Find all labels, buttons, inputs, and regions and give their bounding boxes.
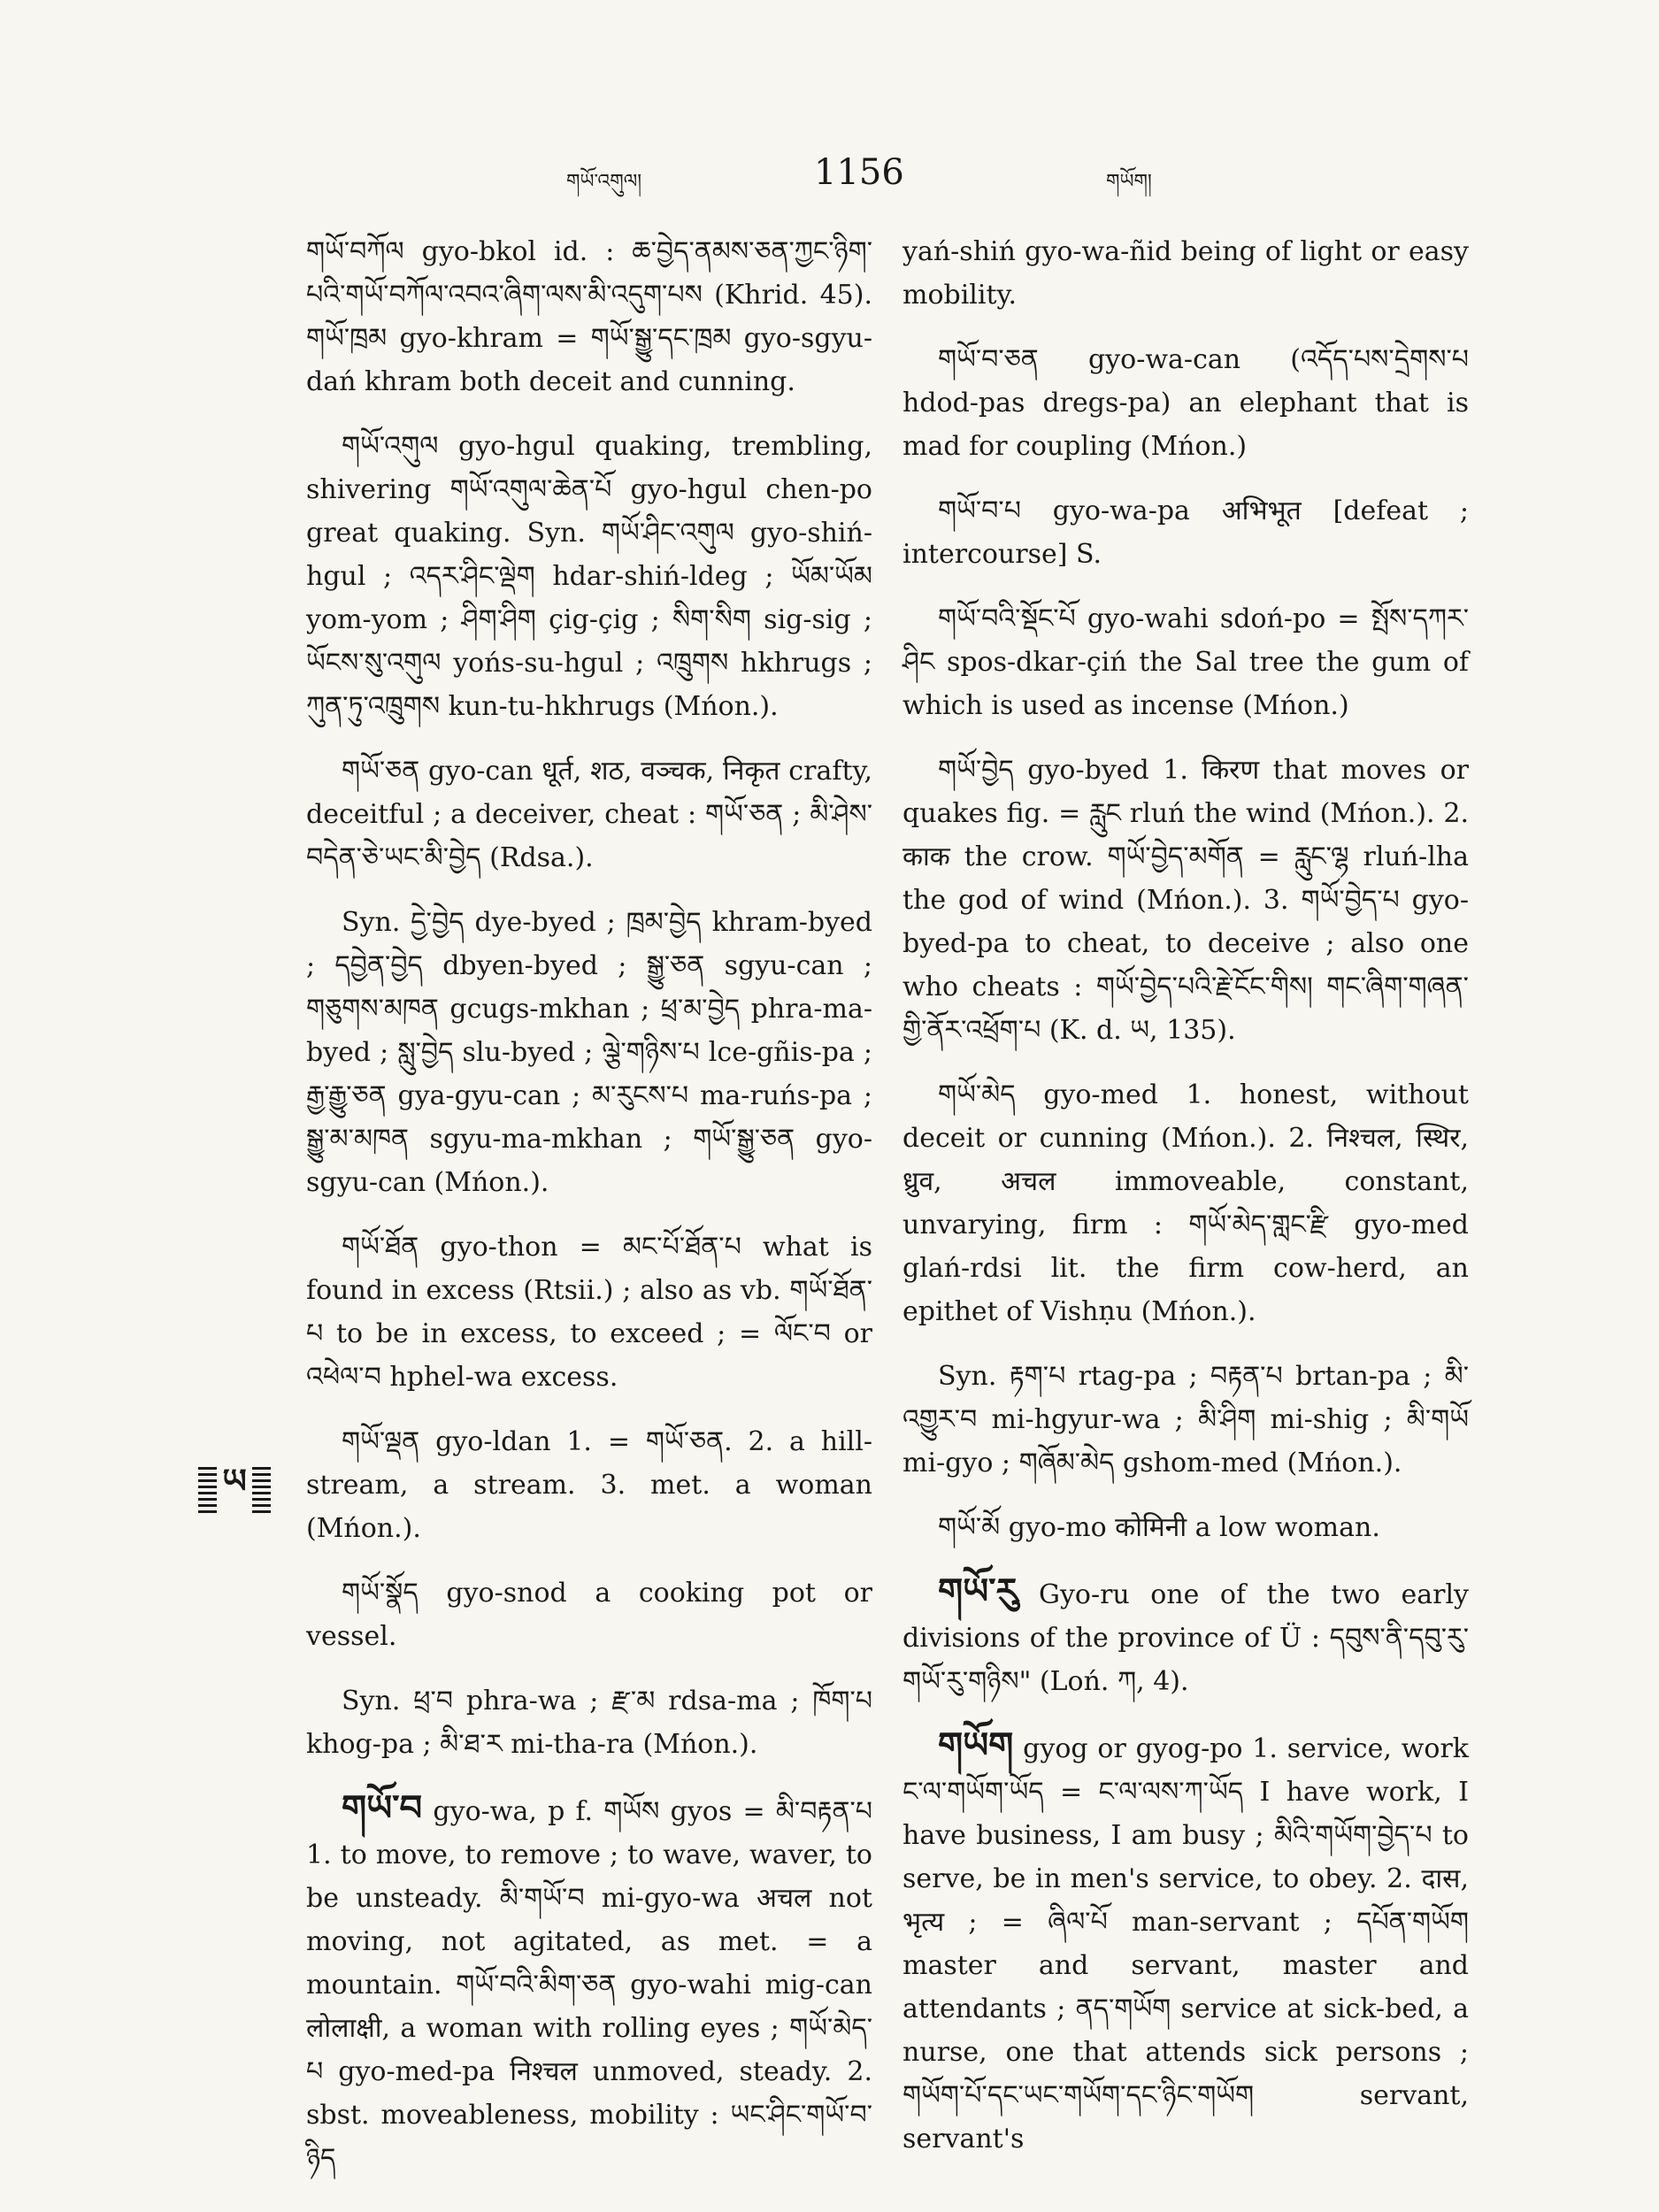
dictionary-entry — [306, 425, 872, 728]
dictionary-entry — [306, 1420, 872, 1550]
entry-text: གཡོ་ཅན gyo-can धूर्त, शठ, वञ्चक, निकृत crafty, deceitful ; a deceiver, cheat : གཡོ་ཅན ; མི་ཤེས་བདེན་ཅེ་ཡང་མི་བྱེད (Rdsa.). — [306, 756, 872, 873]
entry-text: གཡོ་བྱེད gyo-byed 1. किरण that moves or quakes fig. = རླུང rluń the wind (Mńon.). 2. काक the crow. གཡོ་བྱེད་མགོན = རླུང་ལྷ rluń-lha the god of wind (Mńon.). 3. གཡོ་བྱེད་པ gyo-byed-pa to cheat, to deceive ; also one who cheats : གཡོ་བྱེད་པའི་རྗེ་ངོང་གིས། གང་ཞིག་གཞན་གྱི་ནོར་འཕྲོག་པ (K. d. ཡ, 135). — [902, 755, 1469, 1046]
entry-text: Syn. དྱེ་བྱེད dye-byed ; ཁྲམ་བྱེད khram-byed ; དབྱེན་བྱེད dbyen-byed ; སྒྱུ་ཅན sgyu-can ; གཅུགས་མཁན gcugs-mkhan ; ཕྲ་མ་བྱེད phra-ma-byed ; སླུ་བྱེད slu-byed ; ལྕེ་གཉིས་པ lce-gñis-pa ; རྒྱ་རྒྱུ་ཅན gya-gyu-can ; མ་རུངས་པ ma-ruńs-pa ; སྒྱུ་མ་མཁན sgyu-ma-mkhan ; གཡོ་སྒྱུ་ཅན gyo-sgyu-can (Mńon.). — [306, 907, 872, 1198]
dictionary-entry — [306, 1571, 872, 1658]
running-head-left: གཡོ་འགུལ། — [566, 171, 642, 193]
entry-text: Syn. ཕྲ་བ phra-wa ; རྫ་མ rdsa-ma ; ཁོག་པ khog-pa ; མི་ཐ་ར mi-tha-ra (Mńon.). — [306, 1686, 872, 1760]
entry-text: gyo-wa, p f. གཡོས gyos = མི་བརྟན་པ 1. to move, to remove ; to wave, waver, to be unsteady. མི་གཡོ་བ mi-gyo-wa अचल not moving, not agitated, as met. = a mountain. གཡོ་བའི་མིག་ཅན gyo-wahi mig-can लोलाक्षी, a woman with rolling eyes ; གཡོ་མེད་པ gyo-med-pa निश्चल unmoved, steady. 2. sbst. moveableness, mobility : ཡང་ཤིང་གཡོ་བ་ཉིད — [306, 1796, 872, 2174]
entry-text: gyog or gyog-po 1. service, work ང་ལ་གཡོག་ཡོད = ང་ལ་ལས་ཀ་ཡོད I have work, I have business, I am busy ; མིའི་གཡོག་བྱེད་པ to serve, be in men's service, to obey. 2. दास, भृत्य ; = ཞིལ་པོ man-servant ; དཔོན་གཡོག master and servant, master and attendants ; ནད་གཡོག service at sick-bed, a nurse, one that attends sick persons ; གཡོག་པོ་དང་ཡང་གཡོག་དང་ཉིང་གཡོག servant, servant's — [902, 1733, 1469, 2154]
dictionary-entry — [306, 1787, 872, 2180]
page-number: 1156 — [814, 152, 904, 193]
running-head-right: གཡོག། — [1106, 171, 1152, 193]
entry-text: གཡོ་བ་པ gyo-wa-pa अभिभूत [defeat ; intercourse] S. — [902, 495, 1469, 570]
dictionary-entry — [306, 1679, 872, 1766]
entry-headword: གཡོག — [938, 1725, 1014, 1766]
dictionary-entry — [902, 1506, 1469, 1549]
entry-text: yań-shiń gyo-wa-ñid being of light or easy mobility. — [902, 236, 1469, 311]
entry-text: གཡོ་འགུལ gyo-hgul quaking, trembling, shivering གཡོ་འགུལ་ཆེན་པོ gyo-hgul chen-po great quaking. Syn. གཡོ་ཤིང་འགུལ gyo-shiń-hgul ; འདར་ཤིང་ལྡེག hdar-shiń-ldeg ; ཡོམ་ཡོམ yom-yom ; ཤིག་ཤིག çig-çig ; སིག་སིག sig-sig ; ཡོངས་སུ་འགུལ yońs-su-hgul ; འཁྲུགས hkhrugs ; ཀུན་ཏུ་འཁྲུགས kun-tu-hkhrugs (Mńon.). — [306, 431, 872, 722]
dictionary-entry — [306, 901, 872, 1204]
left-column — [306, 230, 872, 2201]
dictionary-entry — [902, 749, 1469, 1052]
dictionary-entry — [306, 230, 872, 403]
entry-headword: གཡོ་བ — [342, 1788, 423, 1829]
dictionary-entry — [902, 1355, 1469, 1485]
entry-text: གཡོ་བ་ཅན gyo-wa-can (འདོད་པས་དྲེགས་པ hdod-pas dregs-pa) an elephant that is mad for coupling (Mńon.) — [902, 344, 1469, 462]
entry-text: གཡོ་ལྡན gyo-ldan 1. = གཡོ་ཅན. 2. a hill-stream, a stream. 3. met. a woman (Mńon.). — [306, 1426, 872, 1544]
entry-text: གཡོ་ཐོན gyo-thon = མང་པོ་ཐོན་པ what is found in excess (Rtsii.) ; also as vb. གཡོ་ཐོན་པ to be in excess, to exceed ; = ལོང་བ or འཕེལ་བ hphel-wa excess. — [306, 1232, 872, 1393]
entry-headword: གཡོ་རུ — [938, 1571, 1018, 1612]
page-header — [301, 152, 1469, 212]
dictionary-entry — [902, 597, 1469, 727]
entry-text: གཡོ་མེད gyo-med 1. honest, without deceit or cunning (Mńon.). 2. निश्चल, स्थिर, ध्रुव, अचल immoveable, constant, unvarying, firm : གཡོ་མེད་གླང་རྫི gyo-med glań-rdsi lit. the firm cow-herd, an epithet of Vishṇu (Mńon.). — [902, 1079, 1469, 1327]
side-thumb-tab: ཡ — [198, 1467, 271, 1515]
entry-text: གཡོ་བཀོལ gyo-bkol id. : ཆ་བྱེད་ནམས་ཅན་ཀྱང་ཉིག་པའི་གཡོ་བཀོལ་འབའ་ཞིག་ལས་མི་འདུག་པས (Khrid. 45). གཡོ་ཁྲམ gyo-khram = གཡོ་སྒྱུ་དང་ཁྲམ gyo-sgyu-dań khram both deceit and cunning. — [306, 236, 872, 397]
entry-text: Syn. རྟག་པ rtag-pa ; བརྟན་པ brtan-pa ; མི་འགྱུར་བ mi-hgyur-wa ; མི་ཤིག mi-shig ; མི་གཡོ mi-gyo ; གཞོམ་མེད gshom-med (Mńon.). — [902, 1361, 1469, 1479]
dictionary-entry — [306, 749, 872, 879]
dictionary-entry — [902, 1073, 1469, 1333]
entry-text: Gyo-ru one of the two early divisions of the province of Ü : དབུས་ནི་དབུ་རུ་གཡོ་རུ་གཉིས" (Loń. ཀ, 4). — [902, 1579, 1469, 1697]
dictionary-entry — [902, 1724, 1469, 2161]
dictionary-entry — [902, 489, 1469, 576]
entry-text: གཡོ་མོ gyo-mo कोमिनी a low woman. — [938, 1512, 1380, 1543]
right-column — [902, 230, 1469, 2182]
entry-text: གཡོ་བའི་སྡོང་པོ gyo-wahi sdoń-po = སྤོས་དཀར་ཤིང spos-dkar-çiń the Sal tree the gum of which is used as incense (Mńon.) — [902, 603, 1469, 721]
dictionary-entry — [306, 1225, 872, 1399]
entry-text: གཡོ་སྣོད gyo-snod a cooking pot or vessel. — [306, 1578, 872, 1652]
dictionary-entry — [902, 1571, 1469, 1703]
dictionary-entry — [902, 338, 1469, 468]
dictionary-entry — [902, 230, 1469, 317]
